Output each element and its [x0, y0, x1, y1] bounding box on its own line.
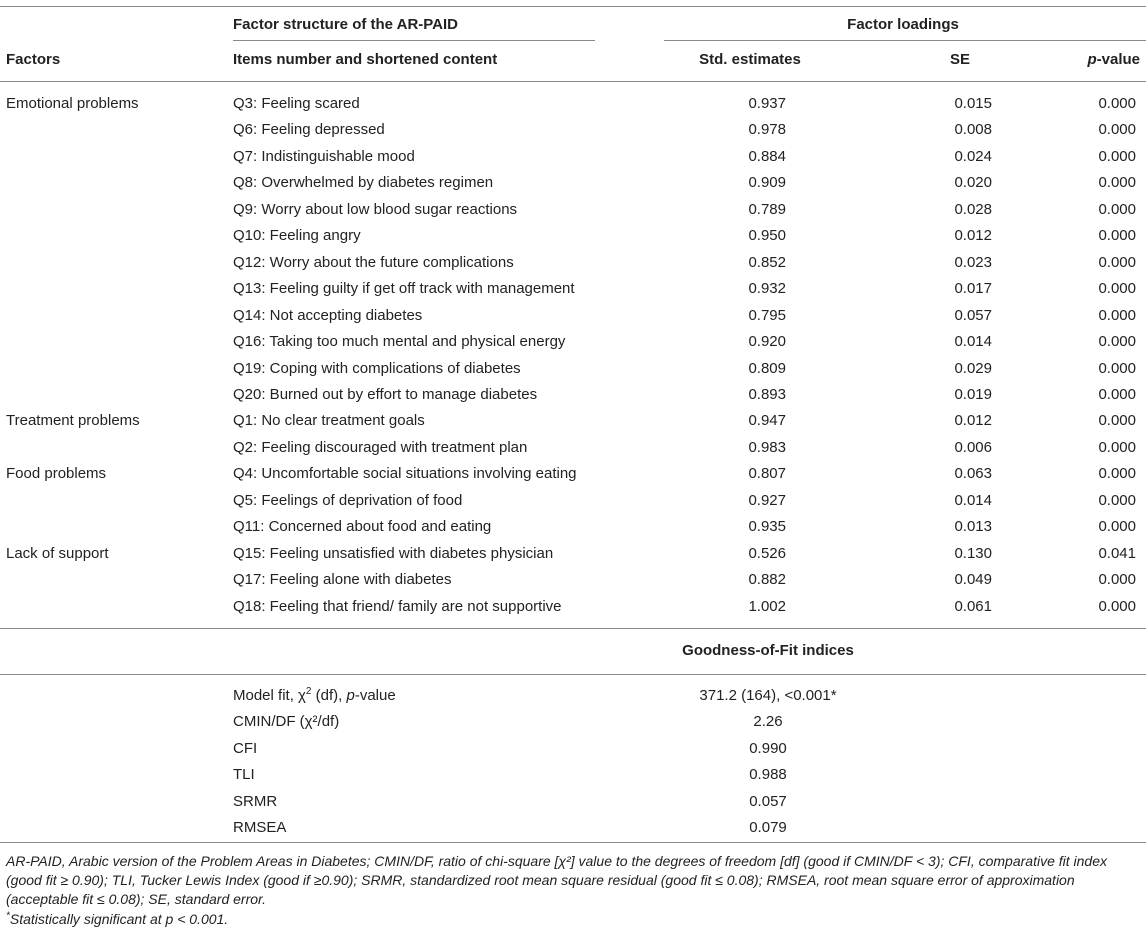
- group-header-structure: Factor structure of the AR-PAID: [233, 16, 459, 33]
- fit-label: CFI: [233, 739, 258, 757]
- p-value-cell: 0.000: [1098, 571, 1136, 589]
- std-estimate-cell: 0.909: [748, 174, 786, 192]
- table-row: [0, 223, 1146, 249]
- std-estimate-cell: 0.893: [748, 385, 786, 403]
- fit-row: [0, 762, 1146, 788]
- fit-value: 0.079: [749, 819, 787, 837]
- fit-row: [0, 815, 1146, 841]
- se-cell: 0.014: [954, 491, 992, 509]
- std-estimate-cell: 0.950: [748, 227, 786, 245]
- std-estimate-cell: 0.978: [748, 121, 786, 139]
- p-value-cell: 0.041: [1098, 544, 1136, 562]
- table-row: [0, 408, 1146, 434]
- col-header-items: Items number and shortened content: [233, 51, 498, 68]
- table-row: [0, 356, 1146, 382]
- item-cell: Q18: Feeling that friend/ family are not supportive: [233, 597, 562, 615]
- se-cell: 0.029: [954, 359, 992, 377]
- std-estimate-cell: 0.884: [748, 147, 786, 165]
- item-cell: Q8: Overwhelmed by diabetes regimen: [233, 174, 494, 192]
- std-estimate-cell: 0.807: [748, 465, 786, 483]
- se-cell: 0.130: [954, 544, 992, 562]
- fit-title-rule: [0, 674, 1146, 675]
- se-cell: 0.028: [954, 200, 992, 218]
- footnote-abbreviations: AR-PAID, Arabic version of the Problem Areas in Diabetes; CMIN/DF, ratio of chi-square [χ²] value to the degrees of freedom [df] (good if CMIN/DF < 3); CFI, comparative fit index (good fit ≥ 0.90); TLI, Tucker Lewis Index (good if ≥0.90); SRMR, standardized root mean square residual (good fit ≤ 0.08); RMSEA, root mean square error of approximation (acceptable fit ≤ 0.08); SE, standard error.: [6, 853, 1107, 907]
- fit-title: Goodness-of-Fit indices: [682, 642, 854, 659]
- p-value-cell: 0.000: [1098, 147, 1136, 165]
- p-value-cell: 0.000: [1098, 597, 1136, 615]
- group-header-loadings: Factor loadings: [847, 16, 959, 33]
- item-cell: Q4: Uncomfortable social situations involving eating: [233, 465, 577, 483]
- fit-label: RMSEA: [233, 819, 287, 837]
- std-estimate-cell: 0.983: [748, 438, 786, 456]
- se-cell: 0.023: [954, 253, 992, 271]
- se-cell: 0.006: [954, 438, 992, 456]
- item-cell: Q19: Coping with complications of diabetes: [233, 359, 521, 377]
- std-estimate-cell: 0.526: [748, 544, 786, 562]
- std-estimate-cell: 0.809: [748, 359, 786, 377]
- item-cell: Q17: Feeling alone with diabetes: [233, 571, 452, 589]
- p-value-cell: 0.000: [1098, 385, 1136, 403]
- std-estimate-cell: 0.795: [748, 306, 786, 324]
- se-cell: 0.049: [954, 571, 992, 589]
- se-cell: 0.024: [954, 147, 992, 165]
- p-value-cell: 0.000: [1098, 438, 1136, 456]
- fit-label: TLI: [233, 766, 255, 784]
- se-cell: 0.020: [954, 174, 992, 192]
- item-cell: Q10: Feeling angry: [233, 227, 361, 245]
- table-row: [0, 488, 1146, 514]
- item-cell: Q16: Taking too much mental and physical energy: [233, 333, 566, 351]
- col-header-std: Std. estimates: [699, 51, 801, 68]
- item-cell: Q20: Burned out by effort to manage diabetes: [233, 385, 538, 403]
- group-underline-loadings: [664, 40, 1146, 41]
- col-header-factors: Factors: [6, 51, 61, 68]
- item-cell: Q3: Feeling scared: [233, 95, 360, 112]
- p-value-cell: 0.000: [1098, 491, 1136, 509]
- top-rule: [0, 6, 1146, 7]
- se-cell: 0.015: [954, 95, 992, 112]
- table-row: [0, 170, 1146, 196]
- fit-row-model: [0, 683, 1146, 709]
- col-header-p-value: p-value: [1087, 51, 1140, 68]
- table-row: [0, 461, 1146, 487]
- fit-value: 0.057: [749, 792, 787, 810]
- std-estimate-cell: 0.882: [748, 571, 786, 589]
- item-cell: Q7: Indistinguishable mood: [233, 147, 415, 165]
- p-value-cell: 0.000: [1098, 359, 1136, 377]
- se-cell: 0.013: [954, 518, 992, 536]
- se-cell: 0.019: [954, 385, 992, 403]
- factor-cell: Emotional problems: [6, 95, 139, 112]
- p-value-cell: 0.000: [1098, 465, 1136, 483]
- std-estimate-cell: 0.852: [748, 253, 786, 271]
- table-row: [0, 594, 1146, 620]
- table-row: [0, 382, 1146, 408]
- fit-value: 0.990: [749, 739, 787, 757]
- fit-label: Model fit, $\chi^2$ (df), p-value: [233, 686, 396, 704]
- table-row: [0, 567, 1146, 593]
- se-cell: 0.012: [954, 412, 992, 430]
- table-row: [0, 91, 1146, 117]
- item-cell: Q5: Feelings of deprivation of food: [233, 491, 463, 509]
- std-estimate-cell: 0.920: [748, 333, 786, 351]
- item-cell: Q11: Concerned about food and eating: [233, 518, 492, 536]
- table-row: [0, 435, 1146, 461]
- item-cell: Q1: No clear treatment goals: [233, 412, 425, 430]
- item-cell: Q12: Worry about the future complications: [233, 253, 514, 271]
- factor-cell: Lack of support: [6, 544, 109, 562]
- fit-label: CMIN/DF (χ²/df): [233, 713, 340, 731]
- group-underline-structure: [233, 40, 595, 41]
- fit-label: SRMR: [233, 792, 278, 810]
- fit-end-rule: [0, 842, 1146, 843]
- p-value-cell: 0.000: [1098, 174, 1136, 192]
- factor-cell: Food problems: [6, 465, 107, 483]
- std-estimate-cell: 0.947: [748, 412, 786, 430]
- table-row: [0, 276, 1146, 302]
- fit-value: 371.2 (164), <0.001*: [699, 687, 837, 704]
- se-cell: 0.061: [954, 597, 992, 615]
- table-row: [0, 329, 1146, 355]
- item-cell: Q13: Feeling guilty if get off track with management: [233, 280, 575, 298]
- footnote-significance: *Statistically significant at p < 0.001.: [6, 910, 229, 927]
- fit-row: [0, 736, 1146, 762]
- p-value-cell: 0.000: [1098, 227, 1136, 245]
- std-estimate-cell: 1.002: [748, 597, 786, 615]
- se-cell: 0.014: [954, 333, 992, 351]
- p-value-cell: 0.000: [1098, 253, 1136, 271]
- table-row: [0, 144, 1146, 170]
- item-cell: Q15: Feeling unsatisfied with diabetes physician: [233, 544, 554, 562]
- p-value-cell: 0.000: [1098, 280, 1136, 298]
- p-value-cell: 0.000: [1098, 306, 1136, 324]
- body-end-rule: [0, 628, 1146, 629]
- std-estimate-cell: 0.789: [748, 200, 786, 218]
- p-value-cell: 0.000: [1098, 518, 1136, 536]
- item-cell: Q9: Worry about low blood sugar reactions: [233, 200, 518, 218]
- std-estimate-cell: 0.927: [748, 491, 786, 509]
- se-cell: 0.057: [954, 306, 992, 324]
- item-cell: Q14: Not accepting diabetes: [233, 306, 423, 324]
- se-cell: 0.063: [954, 465, 992, 483]
- fit-value: 0.988: [749, 766, 787, 784]
- table-row: [0, 197, 1146, 223]
- col-header-se: SE: [949, 51, 970, 68]
- std-estimate-cell: 0.935: [748, 518, 786, 536]
- p-value-cell: 0.000: [1098, 121, 1136, 139]
- se-cell: 0.012: [954, 227, 992, 245]
- table-row: [0, 303, 1146, 329]
- fit-row: [0, 709, 1146, 735]
- fit-value: 2.26: [753, 713, 783, 731]
- table-row: [0, 514, 1146, 540]
- header-rule: [0, 81, 1146, 82]
- table-row: [0, 541, 1146, 567]
- p-value-cell: 0.000: [1098, 333, 1136, 351]
- p-value-cell: 0.000: [1098, 412, 1136, 430]
- se-cell: 0.017: [954, 280, 992, 298]
- item-cell: Q2: Feeling discouraged with treatment plan: [233, 438, 528, 456]
- p-value-cell: 0.000: [1098, 200, 1136, 218]
- item-cell: Q6: Feeling depressed: [233, 121, 385, 139]
- std-estimate-cell: 0.937: [748, 95, 786, 112]
- fit-row: [0, 789, 1146, 815]
- std-estimate-cell: 0.932: [748, 280, 786, 298]
- table-row: [0, 250, 1146, 276]
- factor-cell: Treatment problems: [6, 412, 140, 430]
- se-cell: 0.008: [954, 121, 992, 139]
- table-row: [0, 117, 1146, 143]
- p-value-cell: 0.000: [1098, 95, 1136, 112]
